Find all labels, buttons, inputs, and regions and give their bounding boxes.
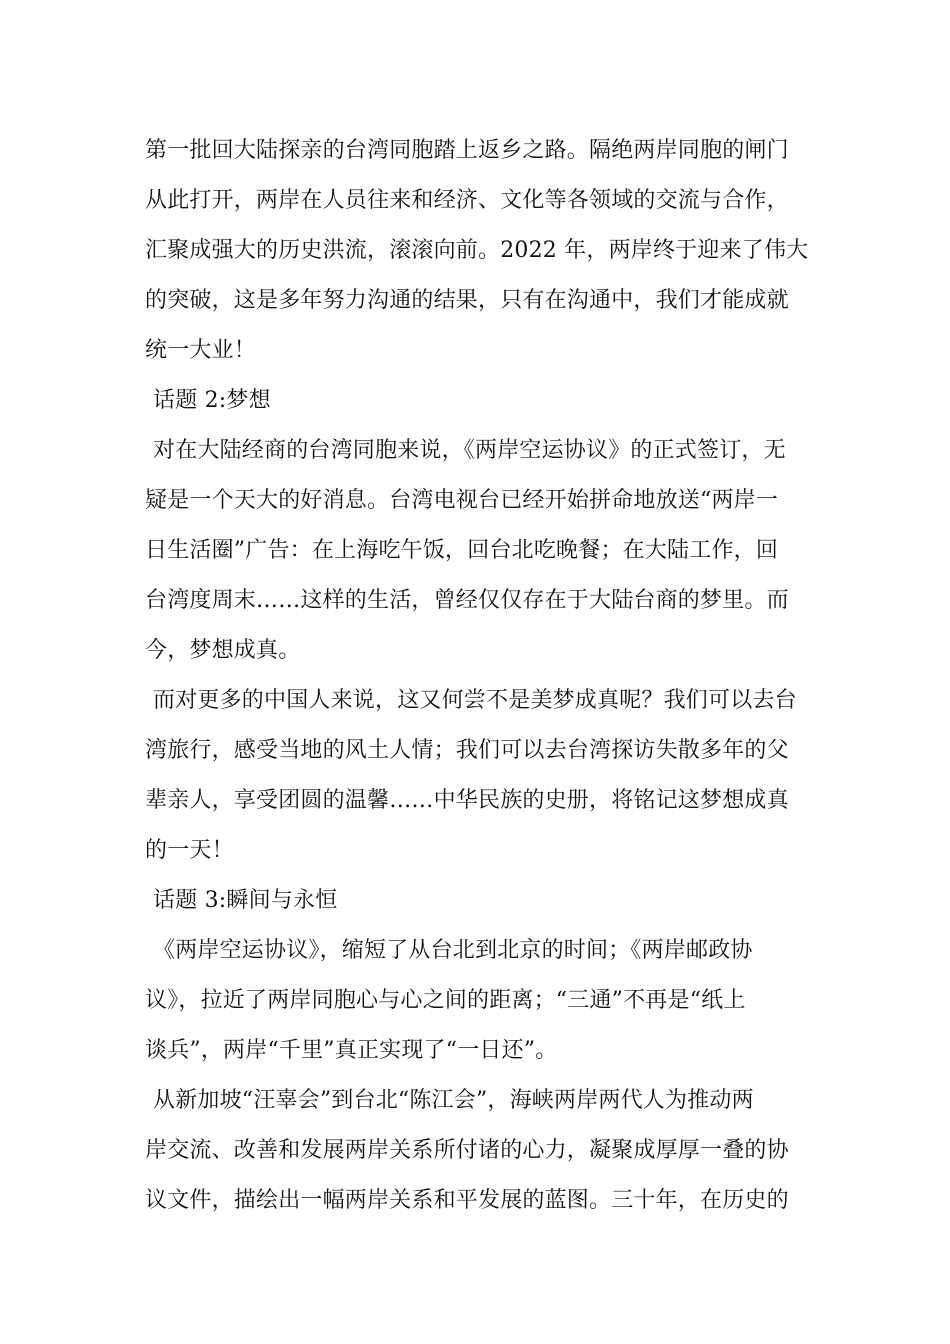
paragraph-line: 从新加坡“汪辜会”到台北“陈江会”，海峡两岸两代人为推动两 [153, 1088, 754, 1113]
paragraph-line: 议文件，描绘出一幅两岸关系和平发展的蓝图。三十年，在历史的 [145, 1188, 789, 1213]
paragraph-line: 的一天！ [145, 838, 234, 863]
paragraph-line: 谈兵”，两岸“千里”真正实现了“一日还”。 [145, 1038, 558, 1063]
paragraph-line: 统一大业！ [145, 338, 257, 363]
section-heading: 话题 3:瞬间与永恒 [153, 888, 338, 913]
paragraph-line: 湾旅行，感受当地的风土人情；我们可以去台湾探访失散多年的父 [145, 738, 789, 763]
paragraph-line: 的突破，这是多年努力沟通的结果，只有在沟通中，我们才能成就 [145, 288, 789, 313]
paragraph-line: 今，梦想成真。 [145, 638, 301, 663]
paragraph-line: 疑是一个天大的好消息。台湾电视台已经开始拼命地放送“两岸一 [145, 488, 779, 513]
paragraph-line: 辈亲人，享受团圆的温馨……中华民族的史册，将铭记这梦想成真 [145, 788, 789, 813]
paragraph-line: 第一批回大陆探亲的台湾同胞踏上返乡之路。隔绝两岸同胞的闸门 [145, 138, 789, 163]
paragraph-line: 日生活圈”广告：在上海吃午饭，回台北吃晚餐；在大陆工作，回 [145, 538, 779, 563]
paragraph-line: 岸交流、改善和发展两岸关系所付诸的心力，凝聚成厚厚一叠的协 [145, 1138, 789, 1163]
paragraph-line: 而对更多的中国人来说，这又何尝不是美梦成真呢？我们可以去台 [153, 688, 797, 713]
section-heading: 话题 2:梦想 [153, 388, 271, 413]
paragraph-line: 对在大陆经商的台湾同胞来说，《两岸空运协议》的正式签订，无 [153, 438, 786, 463]
paragraph-line: 台湾度周末……这样的生活，曾经仅仅存在于大陆台商的梦里。而 [145, 588, 789, 613]
paragraph-line: 《两岸空运协议》，缩短了从台北到北京的时间；《两岸邮政协 [153, 938, 753, 963]
paragraph-line: 从此打开，两岸在人员往来和经济、文化等各领域的交流与合作， [145, 188, 789, 213]
paragraph-line: 汇聚成强大的历史洪流，滚滚向前。2022 年，两岸终于迎来了伟大 [145, 238, 809, 263]
paragraph-line: 议》，拉近了两岸同胞心与心之间的距离；“三通”不再是“纸上 [145, 988, 746, 1013]
document-page [145, 126, 810, 1226]
